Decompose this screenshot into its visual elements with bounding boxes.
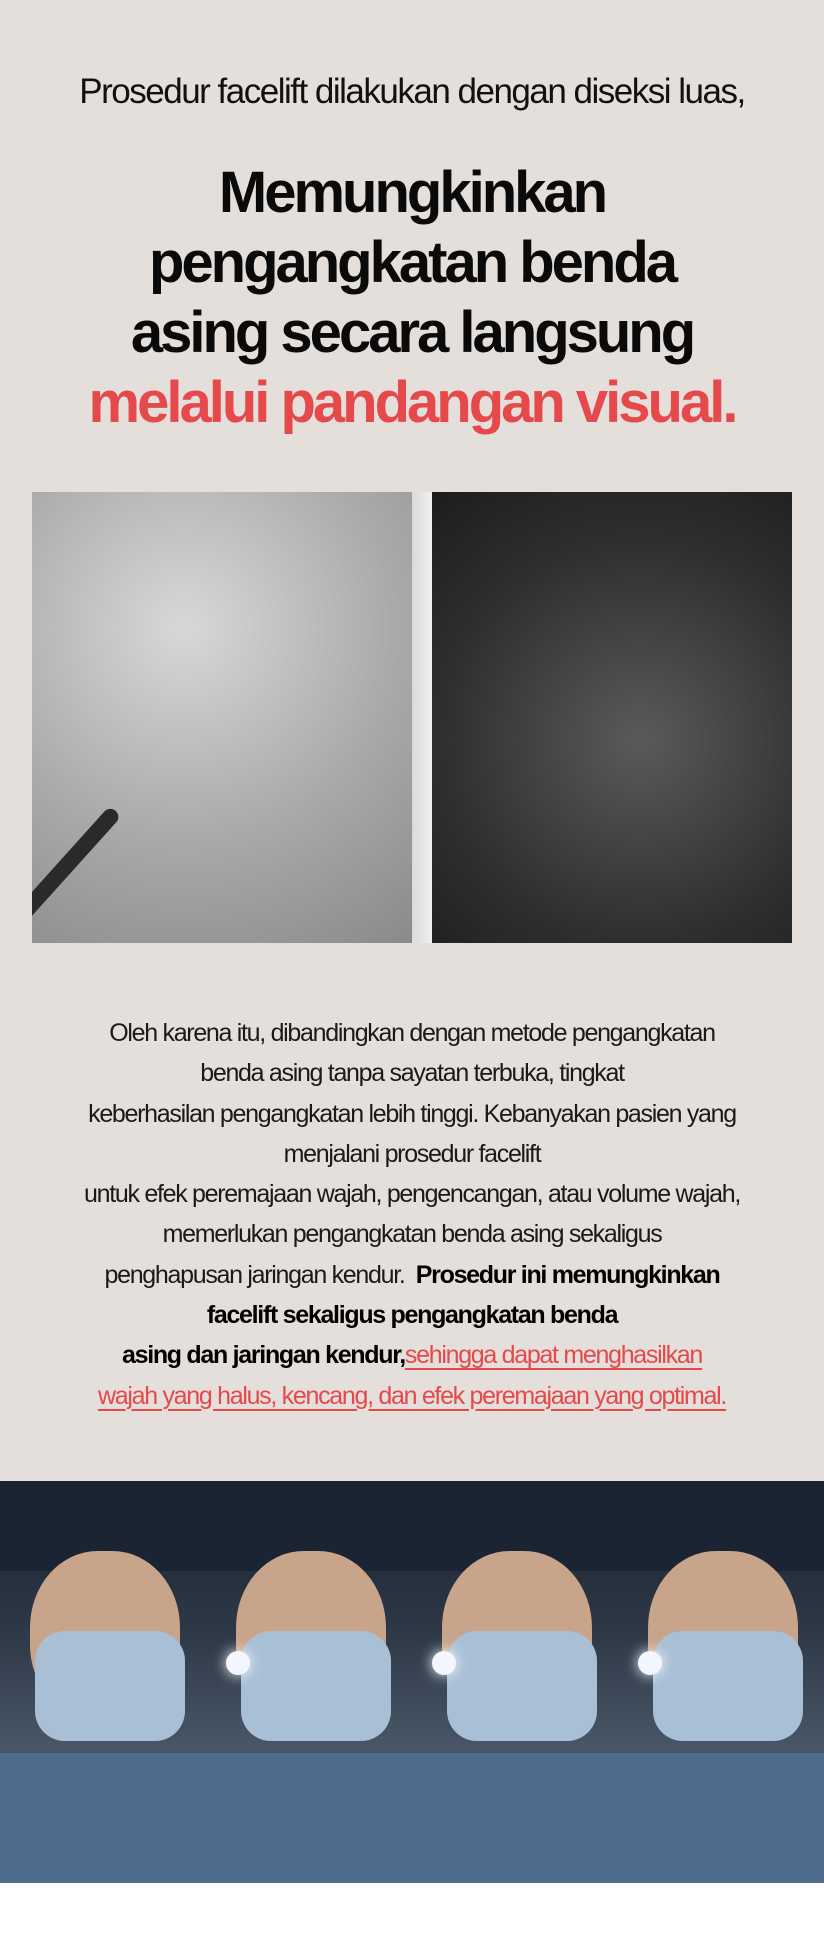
headlight-icon <box>432 1651 456 1675</box>
headlight-icon <box>226 1651 250 1675</box>
highlight-text: sehingga dapat menghasilkan <box>404 1341 703 1370</box>
bold-text: facelift sekaligus pengangkatan benda <box>206 1301 618 1330</box>
text: untuk efek peremajaan wajah, pengencangan, atau volume wajah, <box>84 1180 740 1209</box>
text: memerlukan pengangkatan benda asing sekaligus <box>162 1220 662 1249</box>
surgeon-photo <box>412 1481 618 1883</box>
surgeon-photo <box>618 1481 824 1883</box>
description-paragraph <box>40 1013 784 1416</box>
surgical-photos <box>32 492 792 943</box>
surgeon-photos <box>0 1481 824 1883</box>
surgical-photo-cavity <box>412 492 792 943</box>
text: keberhasilan pengangkatan lebih tinggi. Kebanyakan pasien yang <box>88 1099 736 1128</box>
headline-highlight: melalui pandangan visual. <box>88 370 736 435</box>
surgeon-photo <box>0 1481 206 1883</box>
bold-text: asing dan jaringan kendur, <box>121 1341 405 1370</box>
text: menjalani prosedur facelift <box>283 1139 541 1168</box>
headline-line: Memungkinkan <box>218 160 606 225</box>
text: benda asing tanpa sayatan terbuka, tingkat <box>200 1059 624 1088</box>
headlight-icon <box>638 1651 662 1675</box>
surgical-photo-tissue <box>32 492 412 943</box>
headline-line: pengangkatan benda <box>148 230 676 295</box>
surgeon-photo <box>206 1481 412 1883</box>
bold-text: Prosedur ini memungkinkan <box>415 1260 720 1289</box>
tissue-edge <box>412 492 432 943</box>
intro-text: Prosedur facelift dilakukan dengan diseksi luas, <box>79 72 745 111</box>
text: Oleh karena itu, dibandingkan dengan metode pengangkatan <box>109 1019 715 1047</box>
headline <box>0 158 824 438</box>
text: penghapusan jaringan kendur. <box>104 1260 405 1289</box>
surgical-instrument <box>32 806 122 921</box>
highlight-text: wajah yang halus, kencang, dan efek peremajaan yang optimal. <box>97 1381 727 1410</box>
headline-line: asing secara langsung <box>130 300 694 365</box>
